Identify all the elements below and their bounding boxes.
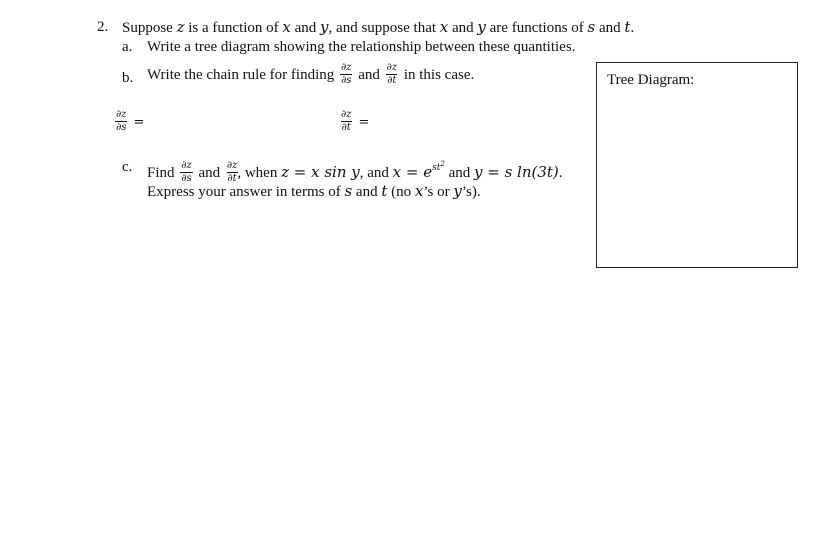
part-c-line1: Find $\frac{\partial z}{\partial s}$ and $\frac{\partial z}{\partial t}$ , when z = x sin y, and $x = e^{st^2}$ and y = s ln(3t). bbox=[147, 160, 563, 185]
part-b-text: Write the chain rule for finding $\frac{\partial z}{\partial s}$ and $\frac{\partial z}{\partial t}$ in this case. bbox=[147, 62, 475, 87]
part-b-marker: b. bbox=[122, 70, 134, 86]
tree-diagram-box[interactable] bbox=[596, 62, 798, 268]
fraction-dz-ds: $\frac{\partial z}{\partial s}$ bbox=[341, 62, 352, 87]
question-number: 2. bbox=[97, 19, 109, 35]
part-c-line2: Express your answer in terms of s and t (no x’s or y’s). bbox=[147, 182, 481, 200]
question-intro: Suppose z is a function of x and y, and suppose that x and y are functions of s and t. bbox=[122, 18, 635, 36]
answer-dz-ds: $\frac{\partial z}{\partial s}$ = bbox=[116, 109, 145, 133]
part-a-marker: a. bbox=[122, 39, 133, 55]
part-c-marker: c. bbox=[122, 159, 133, 175]
fraction-dz-dt: $\frac{\partial z}{\partial t}$ bbox=[386, 62, 398, 87]
answer-dz-dt: $\frac{\partial z}{\partial t}$ = bbox=[341, 109, 370, 133]
part-a-text: Write a tree diagram showing the relationship between these quantities. bbox=[147, 39, 576, 55]
tree-diagram-label: Tree Diagram: bbox=[607, 72, 695, 88]
